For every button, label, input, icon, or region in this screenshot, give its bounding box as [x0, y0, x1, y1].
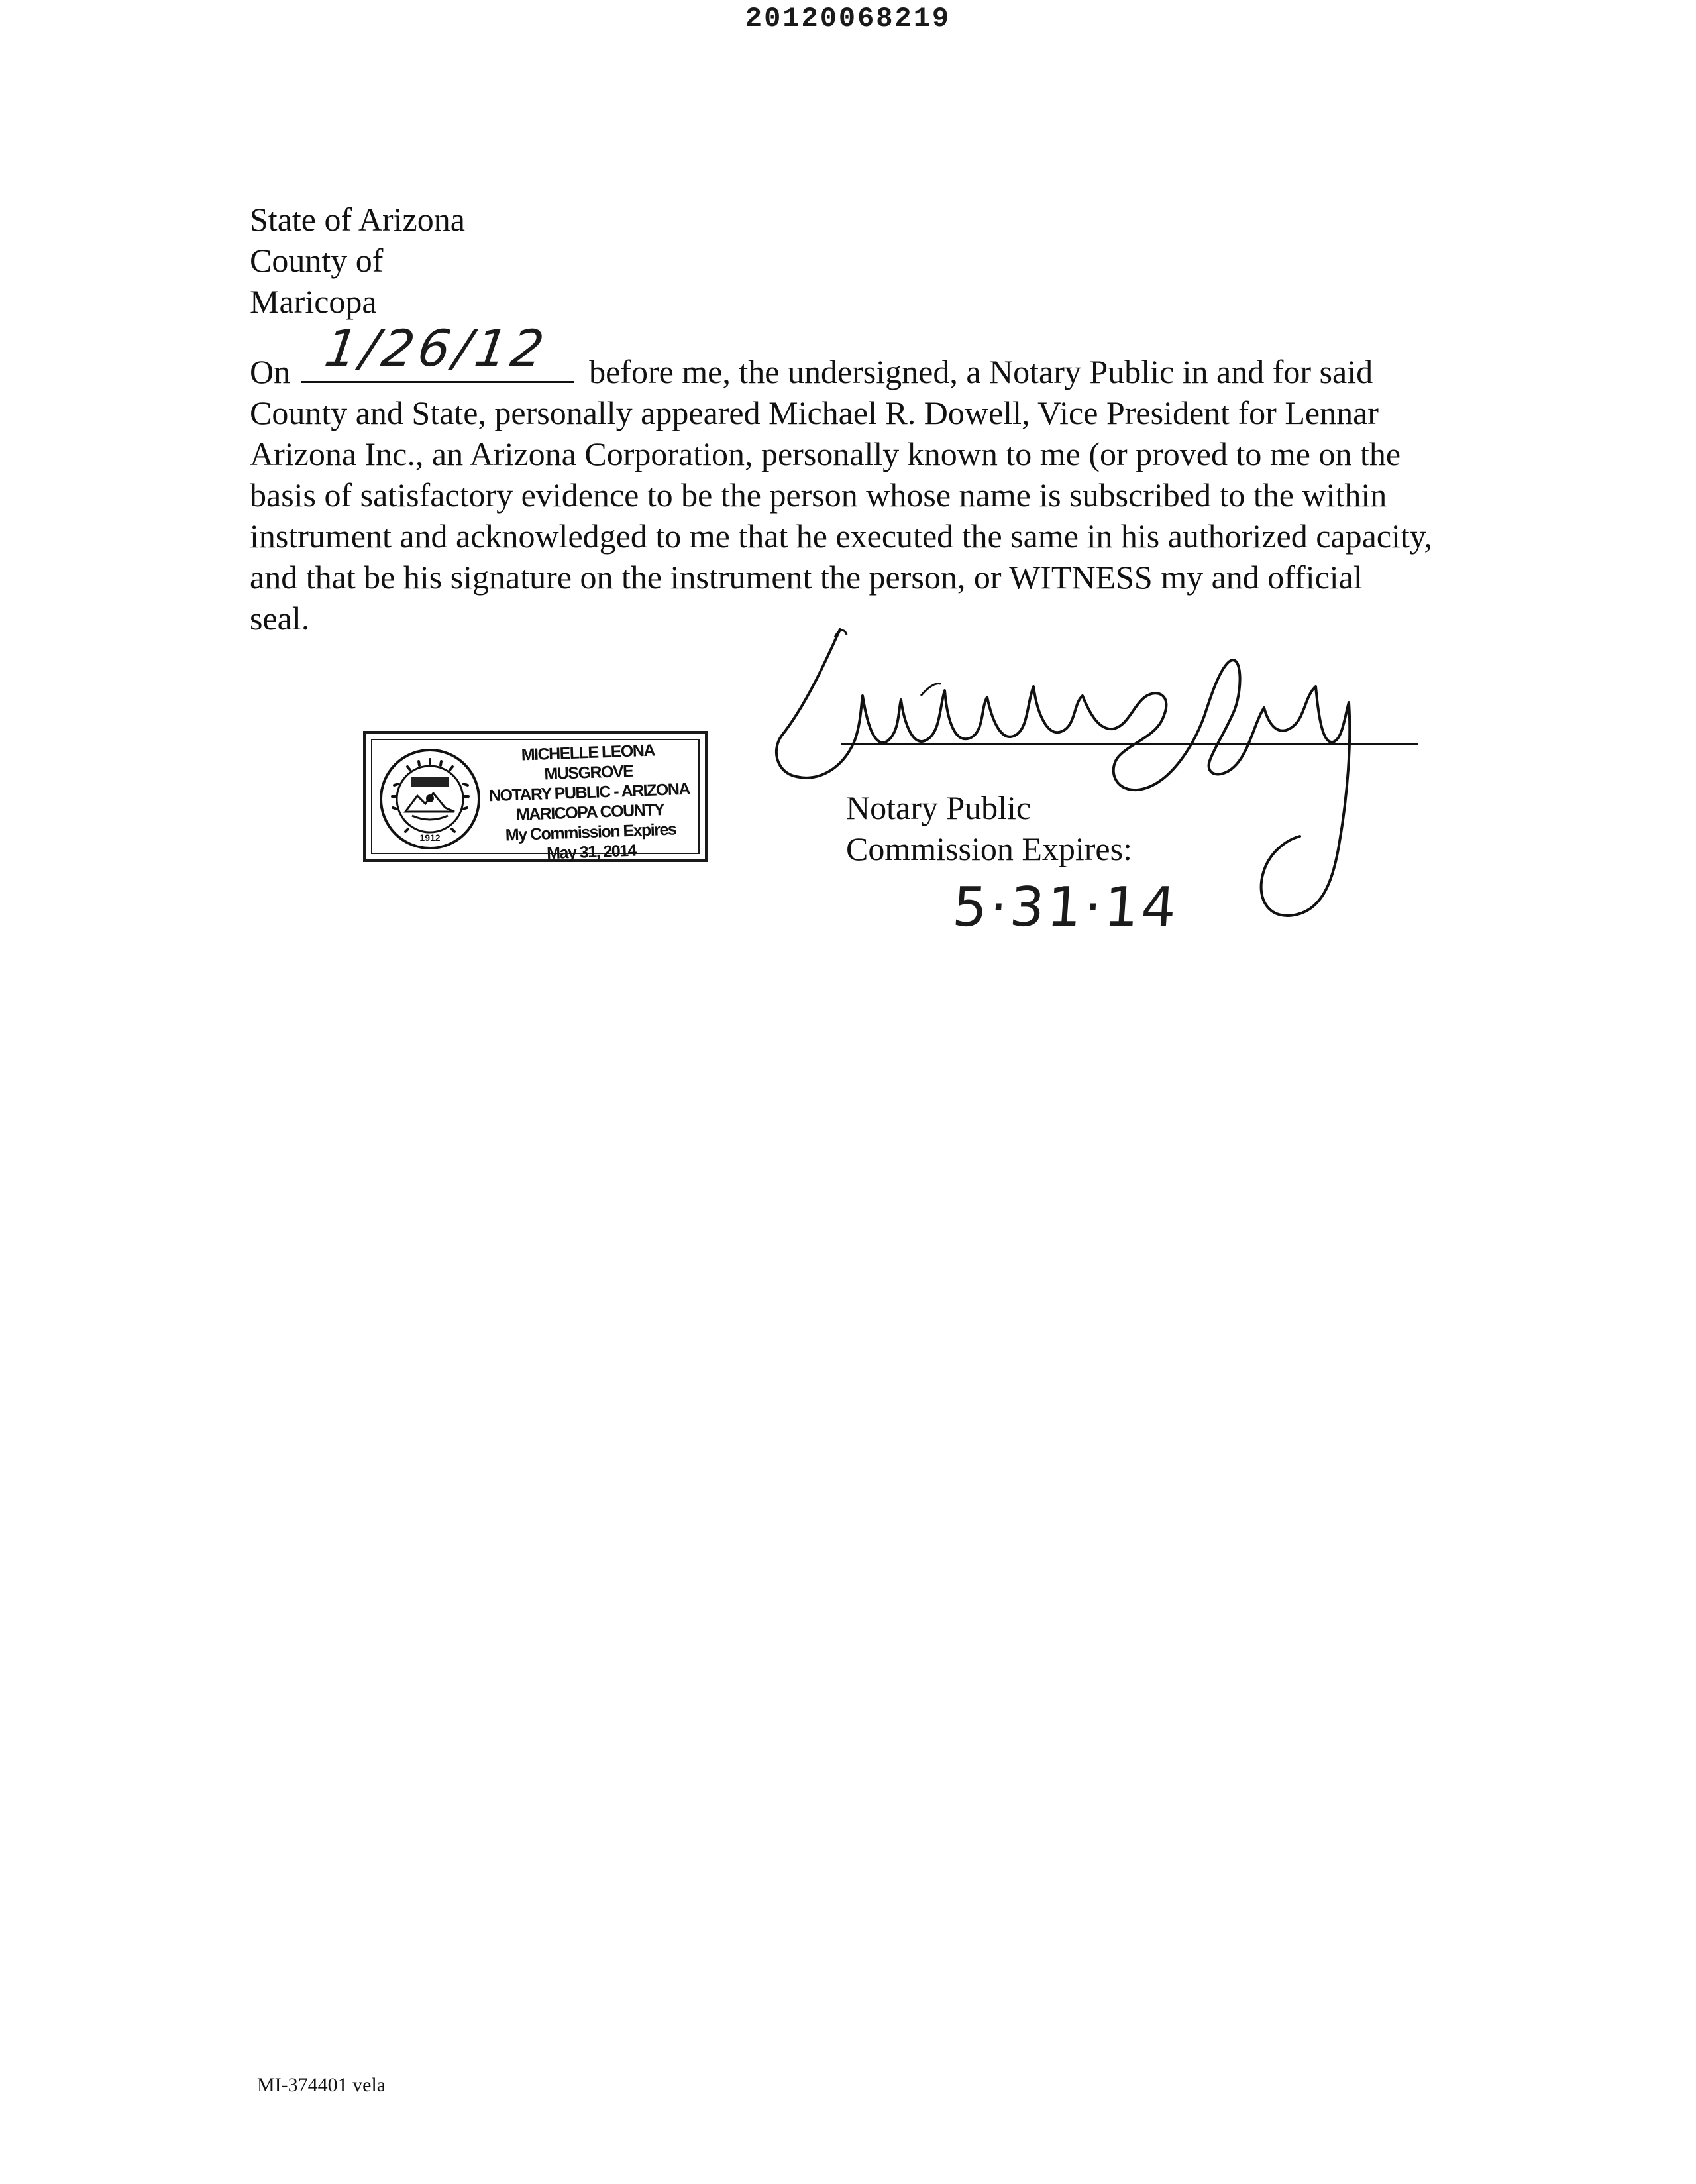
- notary-stamp: [363, 731, 708, 862]
- handwritten-expiry-date: 5·31·14: [950, 876, 1181, 939]
- commission-expires-label: Commission Expires:: [846, 830, 1132, 867]
- venue-block: [250, 199, 465, 322]
- acknowledgment-paragraph: [250, 319, 1456, 639]
- footer-reference: MI-374401 vela: [257, 2074, 386, 2096]
- ack-line-3: Arizona Inc., an Arizona Corporation, personally known to me (or proved to me on the: [250, 435, 1401, 472]
- ack-line-4: basis of satisfactory evidence to be the person whose name is subscribed to the within: [250, 476, 1387, 514]
- notary-title: Notary Public: [846, 789, 1032, 826]
- stamp-commission-date: May 31, 2014: [546, 841, 637, 863]
- signature-line: [841, 743, 1418, 745]
- venue-county: Maricopa: [250, 283, 377, 320]
- ack-line-7: seal.: [250, 600, 310, 637]
- ack-line-1-text: before me, the undersigned, a Notary Public in and for said: [589, 353, 1373, 390]
- recording-number: 20120068219: [745, 3, 951, 34]
- notary-block: [846, 787, 1132, 869]
- stamp-commission-label: My Commission Expires: [505, 820, 676, 845]
- stamp-text-block: [482, 739, 698, 865]
- ack-line-1: [250, 319, 1456, 392]
- venue-state: State of Arizona: [250, 201, 465, 238]
- handwritten-date: 1/26/12: [321, 319, 551, 378]
- date-blank: [301, 319, 574, 383]
- svg-text:1912: 1912: [419, 832, 441, 843]
- stamp-notary-name: MICHELLE LEONA MUSGROVE: [521, 741, 655, 784]
- state-seal-icon: [378, 747, 482, 851]
- stamp-county: MARICOPA COUNTY: [515, 800, 664, 824]
- ack-line-2: County and State, personally appeared Michael R. Dowell, Vice President for Lennar: [250, 394, 1379, 431]
- venue-county-label: County of: [250, 242, 384, 279]
- ack-line-6: and that be his signature on the instrument the person, or WITNESS my and official: [250, 559, 1363, 596]
- ack-line-5: instrument and acknowledged to me that he executed the same in his authorized capacity,: [250, 518, 1433, 555]
- on-label: On: [250, 353, 291, 390]
- stamp-notary-title: NOTARY PUBLIC - ARIZONA: [488, 779, 690, 806]
